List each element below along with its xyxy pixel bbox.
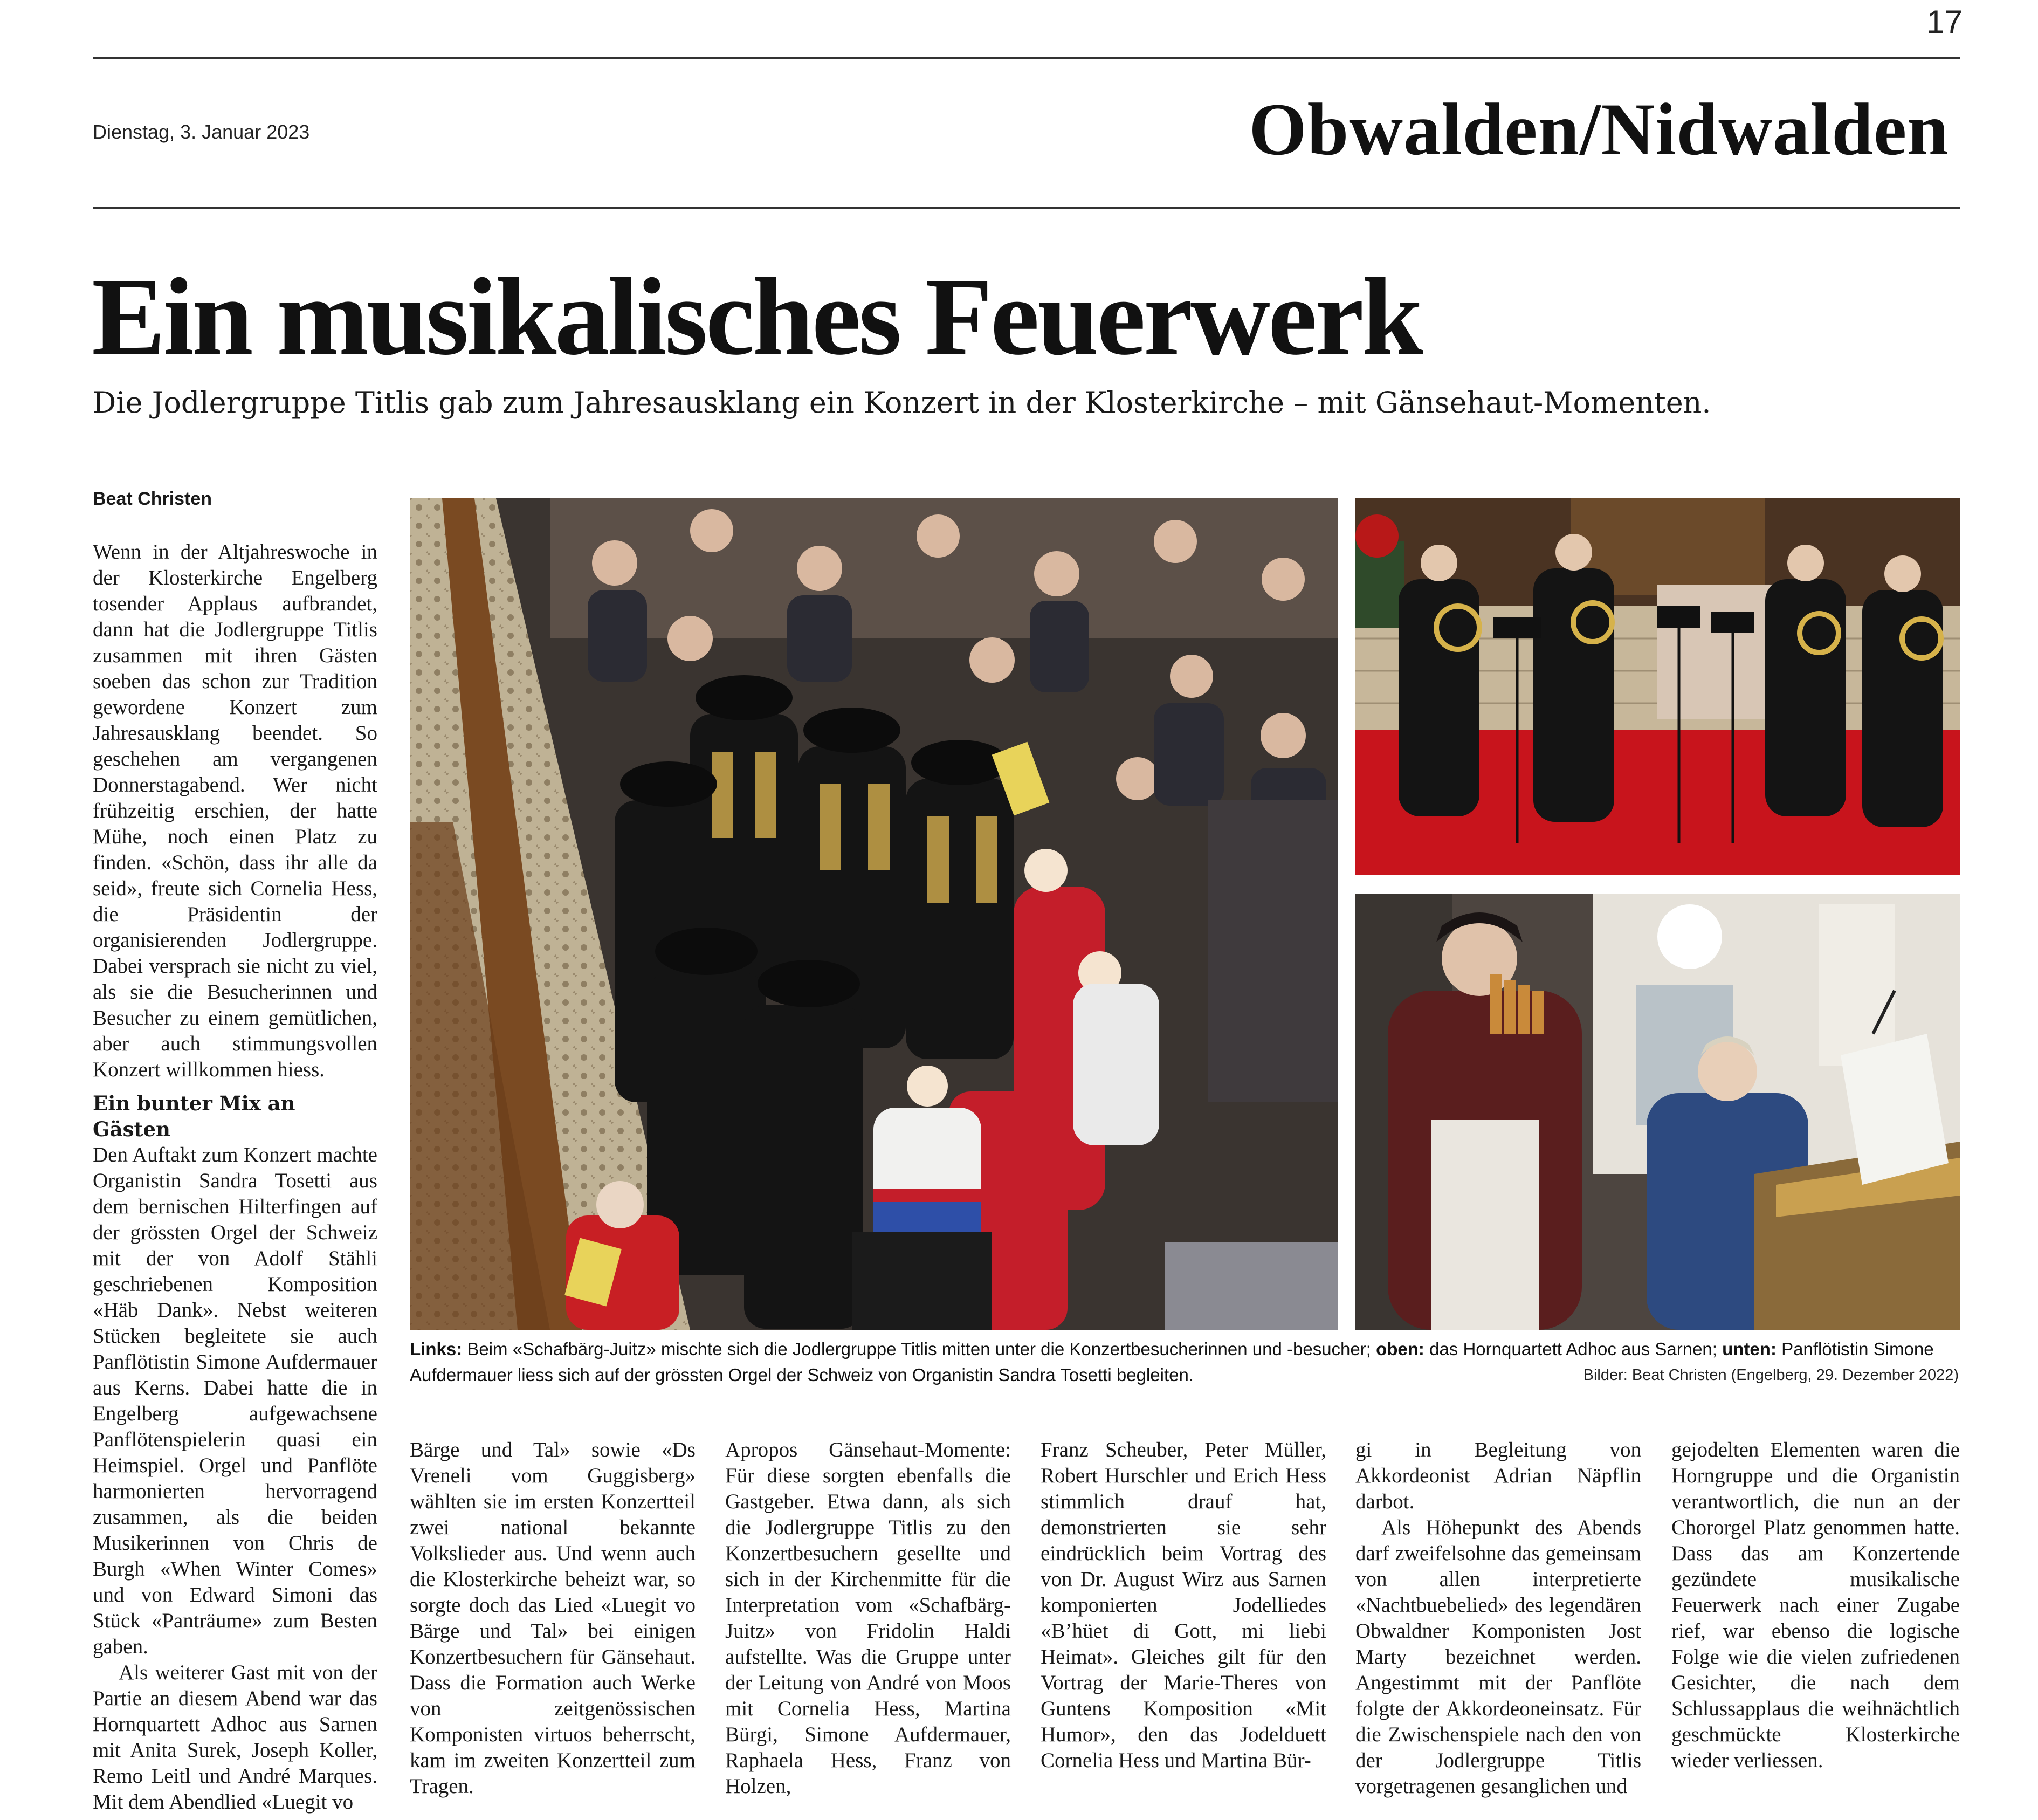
photo-panfloete-illustration bbox=[1355, 894, 1960, 1330]
photo-hornquartett bbox=[1355, 498, 1960, 875]
page-number: 17 bbox=[1926, 4, 1963, 40]
caption-text-unten: Panflötistin Simone Aufdermauer liess sich auf der grössten Orgel der Schweiz von Organistin Sandra Tosetti begleiten. bbox=[410, 1339, 1934, 1385]
photo-hornquartett-illustration bbox=[1355, 498, 1960, 875]
top-rule bbox=[93, 57, 1960, 59]
article-column-4 bbox=[1041, 1437, 1326, 1774]
section-title: Obwalden/Nidwalden bbox=[1249, 88, 1949, 170]
caption-text-links: Beim «Schafbärg-Juitz» mischte sich die Jodlergruppe Titlis mitten unter die Konzertbesucherinnen und -besucher; bbox=[467, 1339, 1371, 1359]
paragraph-column-2: Bärge und Tal» sowie «Ds Vreneli vom Guggisberg» wählten sie im ersten Konzertteil zwei national bekannte Volkslieder aus. Und wenn auch die Klosterkirche beheizt war, so sorgte doch das Lied «Luegit vo Bärge und Tal» bei einigen Konzertbesuchern für Gänsehaut. Dass die Formation auch Werke von zeitgenössischen Komponisten virtuos beherrscht, kam im zweiten Konzertteil zum Tragen. bbox=[410, 1438, 696, 1798]
issue-date: Dienstag, 3. Januar 2023 bbox=[93, 121, 310, 143]
paragraph-intro: Wenn in der Altjahreswoche in der Klosterkirche Engelberg tosender Applaus aufbrandet, dann hat die Jodlergruppe Titlis zusammen mit ihren Gästen soeben das schon zur Tradition gewordene Konzert zum Jahresausklang beendet. So geschehen am vergangenen Donnerstagabend. Wer nicht frühzeitig erschien, der hatte Mühe, noch einen Platz zu finden. «Schön, dass ihr alle da seid», freute sich Cornelia Hess, die Präsidentin der organisierenden Jodlergruppe. Dabei versprach sie nicht zu viel, als sie die Besucherinnen und Besucher zu einem gemütlichen, aber auch stimmungsvollen Konzert willkommen hiess. bbox=[93, 540, 377, 1081]
header-rule bbox=[93, 207, 1960, 209]
caption-label-oben: oben: bbox=[1376, 1339, 1424, 1359]
article-column-5 bbox=[1355, 1437, 1641, 1800]
caption-text-oben: das Hornquartett Adhoc aus Sarnen; bbox=[1429, 1339, 1717, 1359]
paragraph-column-4: Franz Scheuber, Peter Müller, Robert Hurschler und Erich Hess stimmlich drauf hat, demonstrierten sie sehr eindrücklich beim Vortrag des von Dr. August Wirz aus Sarnen komponierten Jodelliedes «B’hüet di Gott, mi liebi Heimat». Gleiches gilt für den Vortrag der Marie-Theres von Guntens Komposition «Mit Humor», den das Jodelduett Cornelia Hess und Martina Bür- bbox=[1041, 1438, 1326, 1772]
caption-label-unten: unten: bbox=[1722, 1339, 1777, 1359]
paragraph-hornquartett: Als weiterer Gast mit von der Partie an diesem Abend war das Hornquartett Adhoc aus Sarnen mit Anita Surek, Joseph Koller, Remo Leitl und André Marques. Mit dem Abendlied «Luegit vo bbox=[93, 1661, 377, 1814]
article-column-3 bbox=[725, 1437, 1011, 1800]
intertitle: Ein bunter Mix an Gästen bbox=[93, 1091, 295, 1141]
paragraph-column-5a: gi in Begleitung von Akkordeonist Adrian Näpflin darbot. bbox=[1355, 1438, 1641, 1513]
photo-jodlergruppe bbox=[410, 498, 1338, 1330]
photo-caption bbox=[410, 1336, 1959, 1388]
paragraph-guests: Den Auftakt zum Konzert machte Organistin Sandra Tosetti aus dem bernischen Hilterfingen auf der grössten Orgel der Schweiz mit der von Adolf Stähli geschriebenen Komposition «Häb Dank». Nebst weiteren Stücken begleitete sie auch Panflötistin Simone Aufdermauer aus Kerns. Dabei hatte die in Engelberg aufgewachsene Panflötenspielerin quasi ein Heimspiel. Orgel und Panflöte harmonierten hervorragend zusammen, als die beiden Musikerinnen von Chris de Burgh «When Winter Comes» und von Edward Simoni das Stück «Panträume» zum Besten gaben. bbox=[93, 1143, 377, 1658]
photo-credit: Bilder: Beat Christen (Engelberg, 29. Dezember 2022) bbox=[1583, 1366, 1959, 1384]
headline: Ein musikalisches Feuerwerk bbox=[92, 256, 1421, 378]
article-column-1 bbox=[93, 539, 377, 1815]
paragraph-column-5b: Als Höhepunkt des Abends darf zweifelsohne das gemeinsam von allen interpretierte «Nachtbuebelied» des legendären Obwaldner Komponisten Jost Marty bezeichnet werden. Angestimmt mit der Panflöte folgte der Akkordeoneinsatz. Für die Zwischenspiele nach den von der Jodlergruppe Titlis vorgetragenen gesanglichen und bbox=[1355, 1516, 1641, 1798]
article-column-2 bbox=[410, 1437, 696, 1800]
author-byline: Beat Christen bbox=[93, 489, 212, 509]
paragraph-column-3: Apropos Gänsehaut-Momente: Für diese sorgten ebenfalls die Gastgeber. Etwa dann, als sich die Jodlergruppe Titlis zu den Konzertbesuchern gesellte und sich in der Kirchenmitte für die Interpretation vom «Schafbärg-Juitz» von Fridolin Haldi aufstellte. Was die Gruppe unter der Leitung von André von Moos mit Cornelia Hess, Martina Bürgi, Simone Aufdermauer, Raphaela Hess, Franz von Holzen, bbox=[725, 1438, 1011, 1798]
article-column-6 bbox=[1671, 1437, 1960, 1774]
caption-label-links: Links: bbox=[410, 1339, 463, 1359]
subheadline: Die Jodlergruppe Titlis gab zum Jahresausklang ein Konzert in der Klosterkirche – mit Gänsehaut-Momenten. bbox=[93, 386, 1711, 420]
photo-jodlergruppe-illustration bbox=[410, 498, 1338, 1330]
photo-panfloete-orgel bbox=[1355, 894, 1960, 1330]
paragraph-column-6: gejodelten Elementen waren die Horngruppe und die Organistin verantwortlich, die nun an der Chororgel Platz genommen hatte. Dass das am Konzertende gezündete musikalische Feuerwerk nach einer Zugabe rief, war ebenso die logische Folge wie die vielen zufriedenen Gesichter, die nach dem Schlussapplaus die weihnächtlich geschmückte Klosterkirche wieder verliessen. bbox=[1671, 1438, 1960, 1772]
